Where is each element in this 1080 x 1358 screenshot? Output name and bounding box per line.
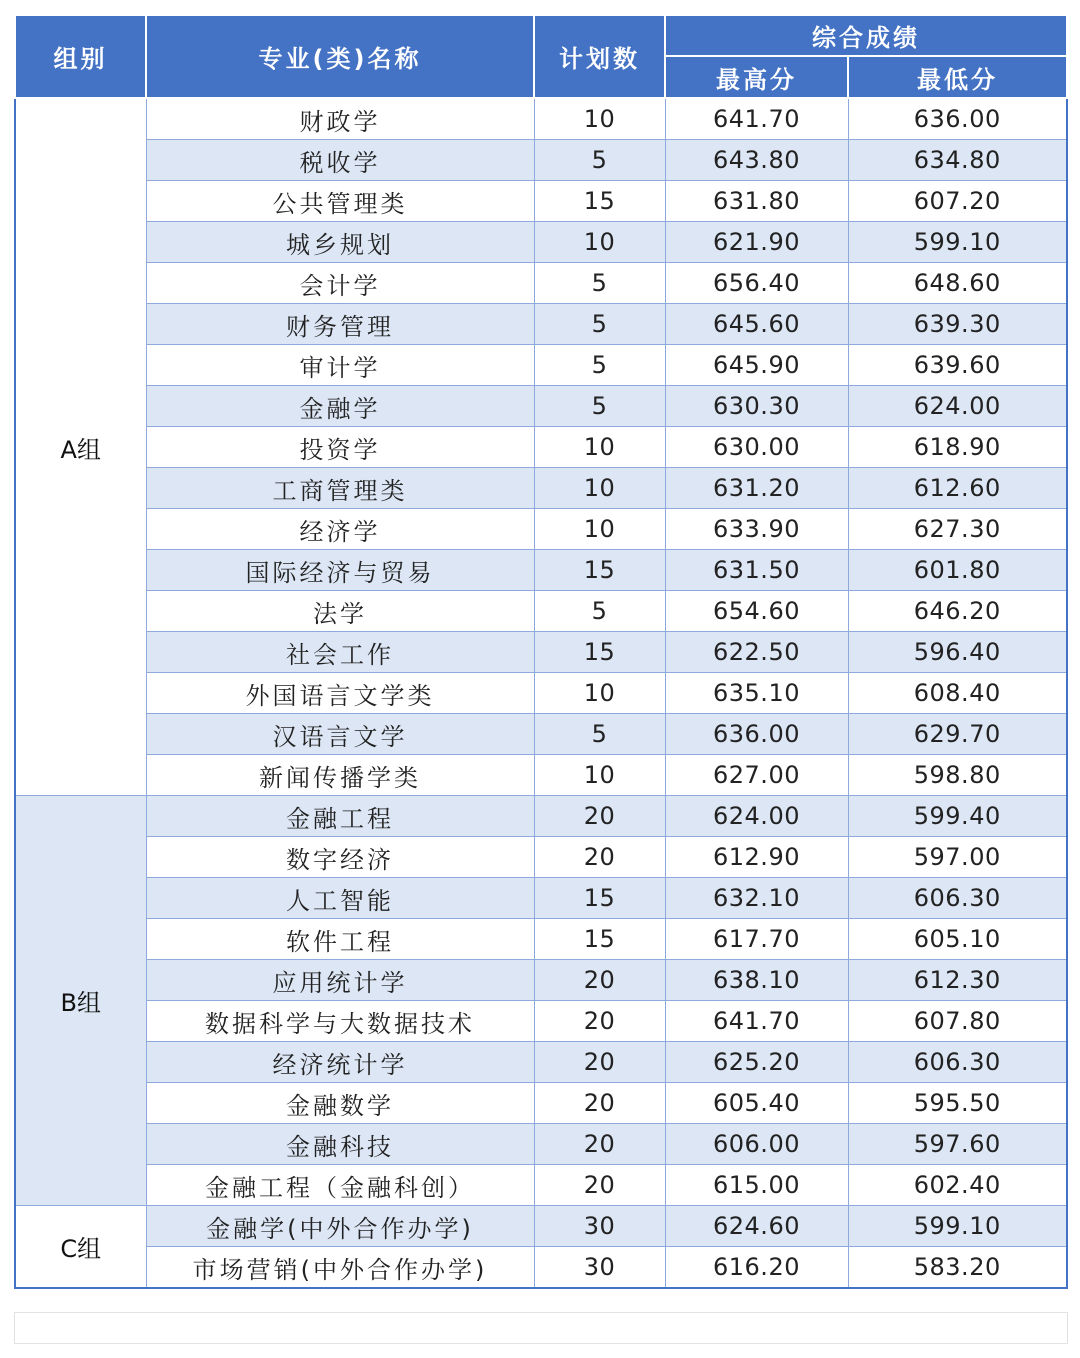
table-row [15, 632, 1067, 673]
max-score-cell: 631.20 [665, 468, 848, 509]
table-row [15, 550, 1067, 591]
bottom-strip [14, 1312, 1068, 1344]
max-score-cell: 643.80 [665, 140, 848, 181]
max-score-cell: 617.70 [665, 919, 848, 960]
table-row [15, 1124, 1067, 1165]
max-score-cell: 656.40 [665, 263, 848, 304]
table-row [15, 1165, 1067, 1206]
max-score-cell: 630.00 [665, 427, 848, 468]
min-score-cell: 648.60 [848, 263, 1067, 304]
header-max: 最高分 [665, 56, 848, 98]
min-score-cell: 605.10 [848, 919, 1067, 960]
major-name-cell: 会计学 [146, 263, 534, 304]
plan-count-cell: 20 [534, 1124, 665, 1165]
plan-count-cell: 5 [534, 140, 665, 181]
major-name-cell: 外国语言文学类 [146, 673, 534, 714]
max-score-cell: 621.90 [665, 222, 848, 263]
max-score-cell: 645.60 [665, 304, 848, 345]
min-score-cell: 601.80 [848, 550, 1067, 591]
major-name-cell: 国际经济与贸易 [146, 550, 534, 591]
header-plan: 计划数 [534, 15, 665, 98]
min-score-cell: 599.40 [848, 796, 1067, 837]
table-row [15, 468, 1067, 509]
min-score-cell: 598.80 [848, 755, 1067, 796]
plan-count-cell: 15 [534, 550, 665, 591]
header-score: 综合成绩 [665, 15, 1067, 56]
major-name-cell: 数字经济 [146, 837, 534, 878]
max-score-cell: 624.00 [665, 796, 848, 837]
min-score-cell: 627.30 [848, 509, 1067, 550]
max-score-cell: 636.00 [665, 714, 848, 755]
table-row [15, 1001, 1067, 1042]
table-row [15, 386, 1067, 427]
plan-count-cell: 5 [534, 591, 665, 632]
plan-count-cell: 15 [534, 919, 665, 960]
plan-count-cell: 5 [534, 345, 665, 386]
plan-count-cell: 10 [534, 98, 665, 140]
min-score-cell: 612.30 [848, 960, 1067, 1001]
min-score-cell: 639.30 [848, 304, 1067, 345]
major-name-cell: 财务管理 [146, 304, 534, 345]
plan-count-cell: 20 [534, 1165, 665, 1206]
plan-count-cell: 15 [534, 632, 665, 673]
plan-count-cell: 20 [534, 796, 665, 837]
major-name-cell: 经济学 [146, 509, 534, 550]
major-name-cell: 投资学 [146, 427, 534, 468]
plan-count-cell: 15 [534, 878, 665, 919]
major-name-cell: 金融工程 [146, 796, 534, 837]
max-score-cell: 641.70 [665, 98, 848, 140]
min-score-cell: 636.00 [848, 98, 1067, 140]
table-row [15, 796, 1067, 837]
major-name-cell: 工商管理类 [146, 468, 534, 509]
plan-count-cell: 5 [534, 714, 665, 755]
major-name-cell: 法学 [146, 591, 534, 632]
plan-count-cell: 20 [534, 960, 665, 1001]
plan-count-cell: 10 [534, 222, 665, 263]
max-score-cell: 627.00 [665, 755, 848, 796]
table-row [15, 222, 1067, 263]
plan-count-cell: 20 [534, 1042, 665, 1083]
major-name-cell: 财政学 [146, 98, 534, 140]
group-label: A组 [15, 98, 146, 796]
min-score-cell: 646.20 [848, 591, 1067, 632]
min-score-cell: 597.60 [848, 1124, 1067, 1165]
admission-score-table-wrapper [14, 14, 1066, 1289]
table-row [15, 714, 1067, 755]
min-score-cell: 606.30 [848, 1042, 1067, 1083]
table-body [15, 98, 1067, 1288]
table-row [15, 755, 1067, 796]
max-score-cell: 624.60 [665, 1206, 848, 1247]
table-row [15, 837, 1067, 878]
plan-count-cell: 20 [534, 1083, 665, 1124]
table-row [15, 509, 1067, 550]
table-row [15, 960, 1067, 1001]
table-row [15, 919, 1067, 960]
min-score-cell: 618.90 [848, 427, 1067, 468]
max-score-cell: 654.60 [665, 591, 848, 632]
group-label: B组 [15, 796, 146, 1206]
max-score-cell: 615.00 [665, 1165, 848, 1206]
plan-count-cell: 30 [534, 1206, 665, 1247]
table-row [15, 1206, 1067, 1247]
table-row [15, 427, 1067, 468]
max-score-cell: 631.80 [665, 181, 848, 222]
major-name-cell: 应用统计学 [146, 960, 534, 1001]
major-name-cell: 公共管理类 [146, 181, 534, 222]
table-row [15, 98, 1067, 140]
min-score-cell: 599.10 [848, 1206, 1067, 1247]
major-name-cell: 汉语言文学 [146, 714, 534, 755]
major-name-cell: 城乡规划 [146, 222, 534, 263]
plan-count-cell: 30 [534, 1247, 665, 1289]
plan-count-cell: 10 [534, 755, 665, 796]
max-score-cell: 638.10 [665, 960, 848, 1001]
plan-count-cell: 10 [534, 468, 665, 509]
table-row [15, 263, 1067, 304]
max-score-cell: 616.20 [665, 1247, 848, 1289]
major-name-cell: 金融学(中外合作办学) [146, 1206, 534, 1247]
min-score-cell: 599.10 [848, 222, 1067, 263]
min-score-cell: 602.40 [848, 1165, 1067, 1206]
min-score-cell: 607.80 [848, 1001, 1067, 1042]
major-name-cell: 金融学 [146, 386, 534, 427]
major-name-cell: 税收学 [146, 140, 534, 181]
min-score-cell: 595.50 [848, 1083, 1067, 1124]
min-score-cell: 583.20 [848, 1247, 1067, 1289]
plan-count-cell: 5 [534, 386, 665, 427]
min-score-cell: 639.60 [848, 345, 1067, 386]
min-score-cell: 607.20 [848, 181, 1067, 222]
major-name-cell: 市场营销(中外合作办学) [146, 1247, 534, 1289]
max-score-cell: 606.00 [665, 1124, 848, 1165]
plan-count-cell: 10 [534, 673, 665, 714]
group-label: C组 [15, 1206, 146, 1289]
table-row [15, 673, 1067, 714]
plan-count-cell: 10 [534, 509, 665, 550]
min-score-cell: 597.00 [848, 837, 1067, 878]
major-name-cell: 数据科学与大数据技术 [146, 1001, 534, 1042]
table-row [15, 591, 1067, 632]
max-score-cell: 622.50 [665, 632, 848, 673]
max-score-cell: 632.10 [665, 878, 848, 919]
max-score-cell: 612.90 [665, 837, 848, 878]
max-score-cell: 641.70 [665, 1001, 848, 1042]
major-name-cell: 经济统计学 [146, 1042, 534, 1083]
plan-count-cell: 20 [534, 1001, 665, 1042]
major-name-cell: 新闻传播学类 [146, 755, 534, 796]
table-row [15, 1042, 1067, 1083]
major-name-cell: 金融数学 [146, 1083, 534, 1124]
header-major: 专业(类)名称 [146, 15, 534, 98]
plan-count-cell: 5 [534, 263, 665, 304]
table-header [15, 15, 1067, 98]
min-score-cell: 606.30 [848, 878, 1067, 919]
plan-count-cell: 20 [534, 837, 665, 878]
max-score-cell: 645.90 [665, 345, 848, 386]
major-name-cell: 软件工程 [146, 919, 534, 960]
admission-score-table [14, 14, 1068, 1289]
table-row [15, 140, 1067, 181]
max-score-cell: 631.50 [665, 550, 848, 591]
major-name-cell: 社会工作 [146, 632, 534, 673]
table-row [15, 304, 1067, 345]
max-score-cell: 605.40 [665, 1083, 848, 1124]
plan-count-cell: 10 [534, 427, 665, 468]
min-score-cell: 634.80 [848, 140, 1067, 181]
header-group: 组别 [15, 15, 146, 98]
plan-count-cell: 15 [534, 181, 665, 222]
min-score-cell: 596.40 [848, 632, 1067, 673]
max-score-cell: 635.10 [665, 673, 848, 714]
table-row [15, 1083, 1067, 1124]
plan-count-cell: 5 [534, 304, 665, 345]
min-score-cell: 624.00 [848, 386, 1067, 427]
min-score-cell: 612.60 [848, 468, 1067, 509]
major-name-cell: 金融工程（金融科创） [146, 1165, 534, 1206]
table-row [15, 1247, 1067, 1289]
header-min: 最低分 [848, 56, 1067, 98]
min-score-cell: 608.40 [848, 673, 1067, 714]
max-score-cell: 625.20 [665, 1042, 848, 1083]
table-row [15, 181, 1067, 222]
max-score-cell: 630.30 [665, 386, 848, 427]
major-name-cell: 金融科技 [146, 1124, 534, 1165]
min-score-cell: 629.70 [848, 714, 1067, 755]
table-row [15, 878, 1067, 919]
max-score-cell: 633.90 [665, 509, 848, 550]
major-name-cell: 人工智能 [146, 878, 534, 919]
table-row [15, 345, 1067, 386]
major-name-cell: 审计学 [146, 345, 534, 386]
